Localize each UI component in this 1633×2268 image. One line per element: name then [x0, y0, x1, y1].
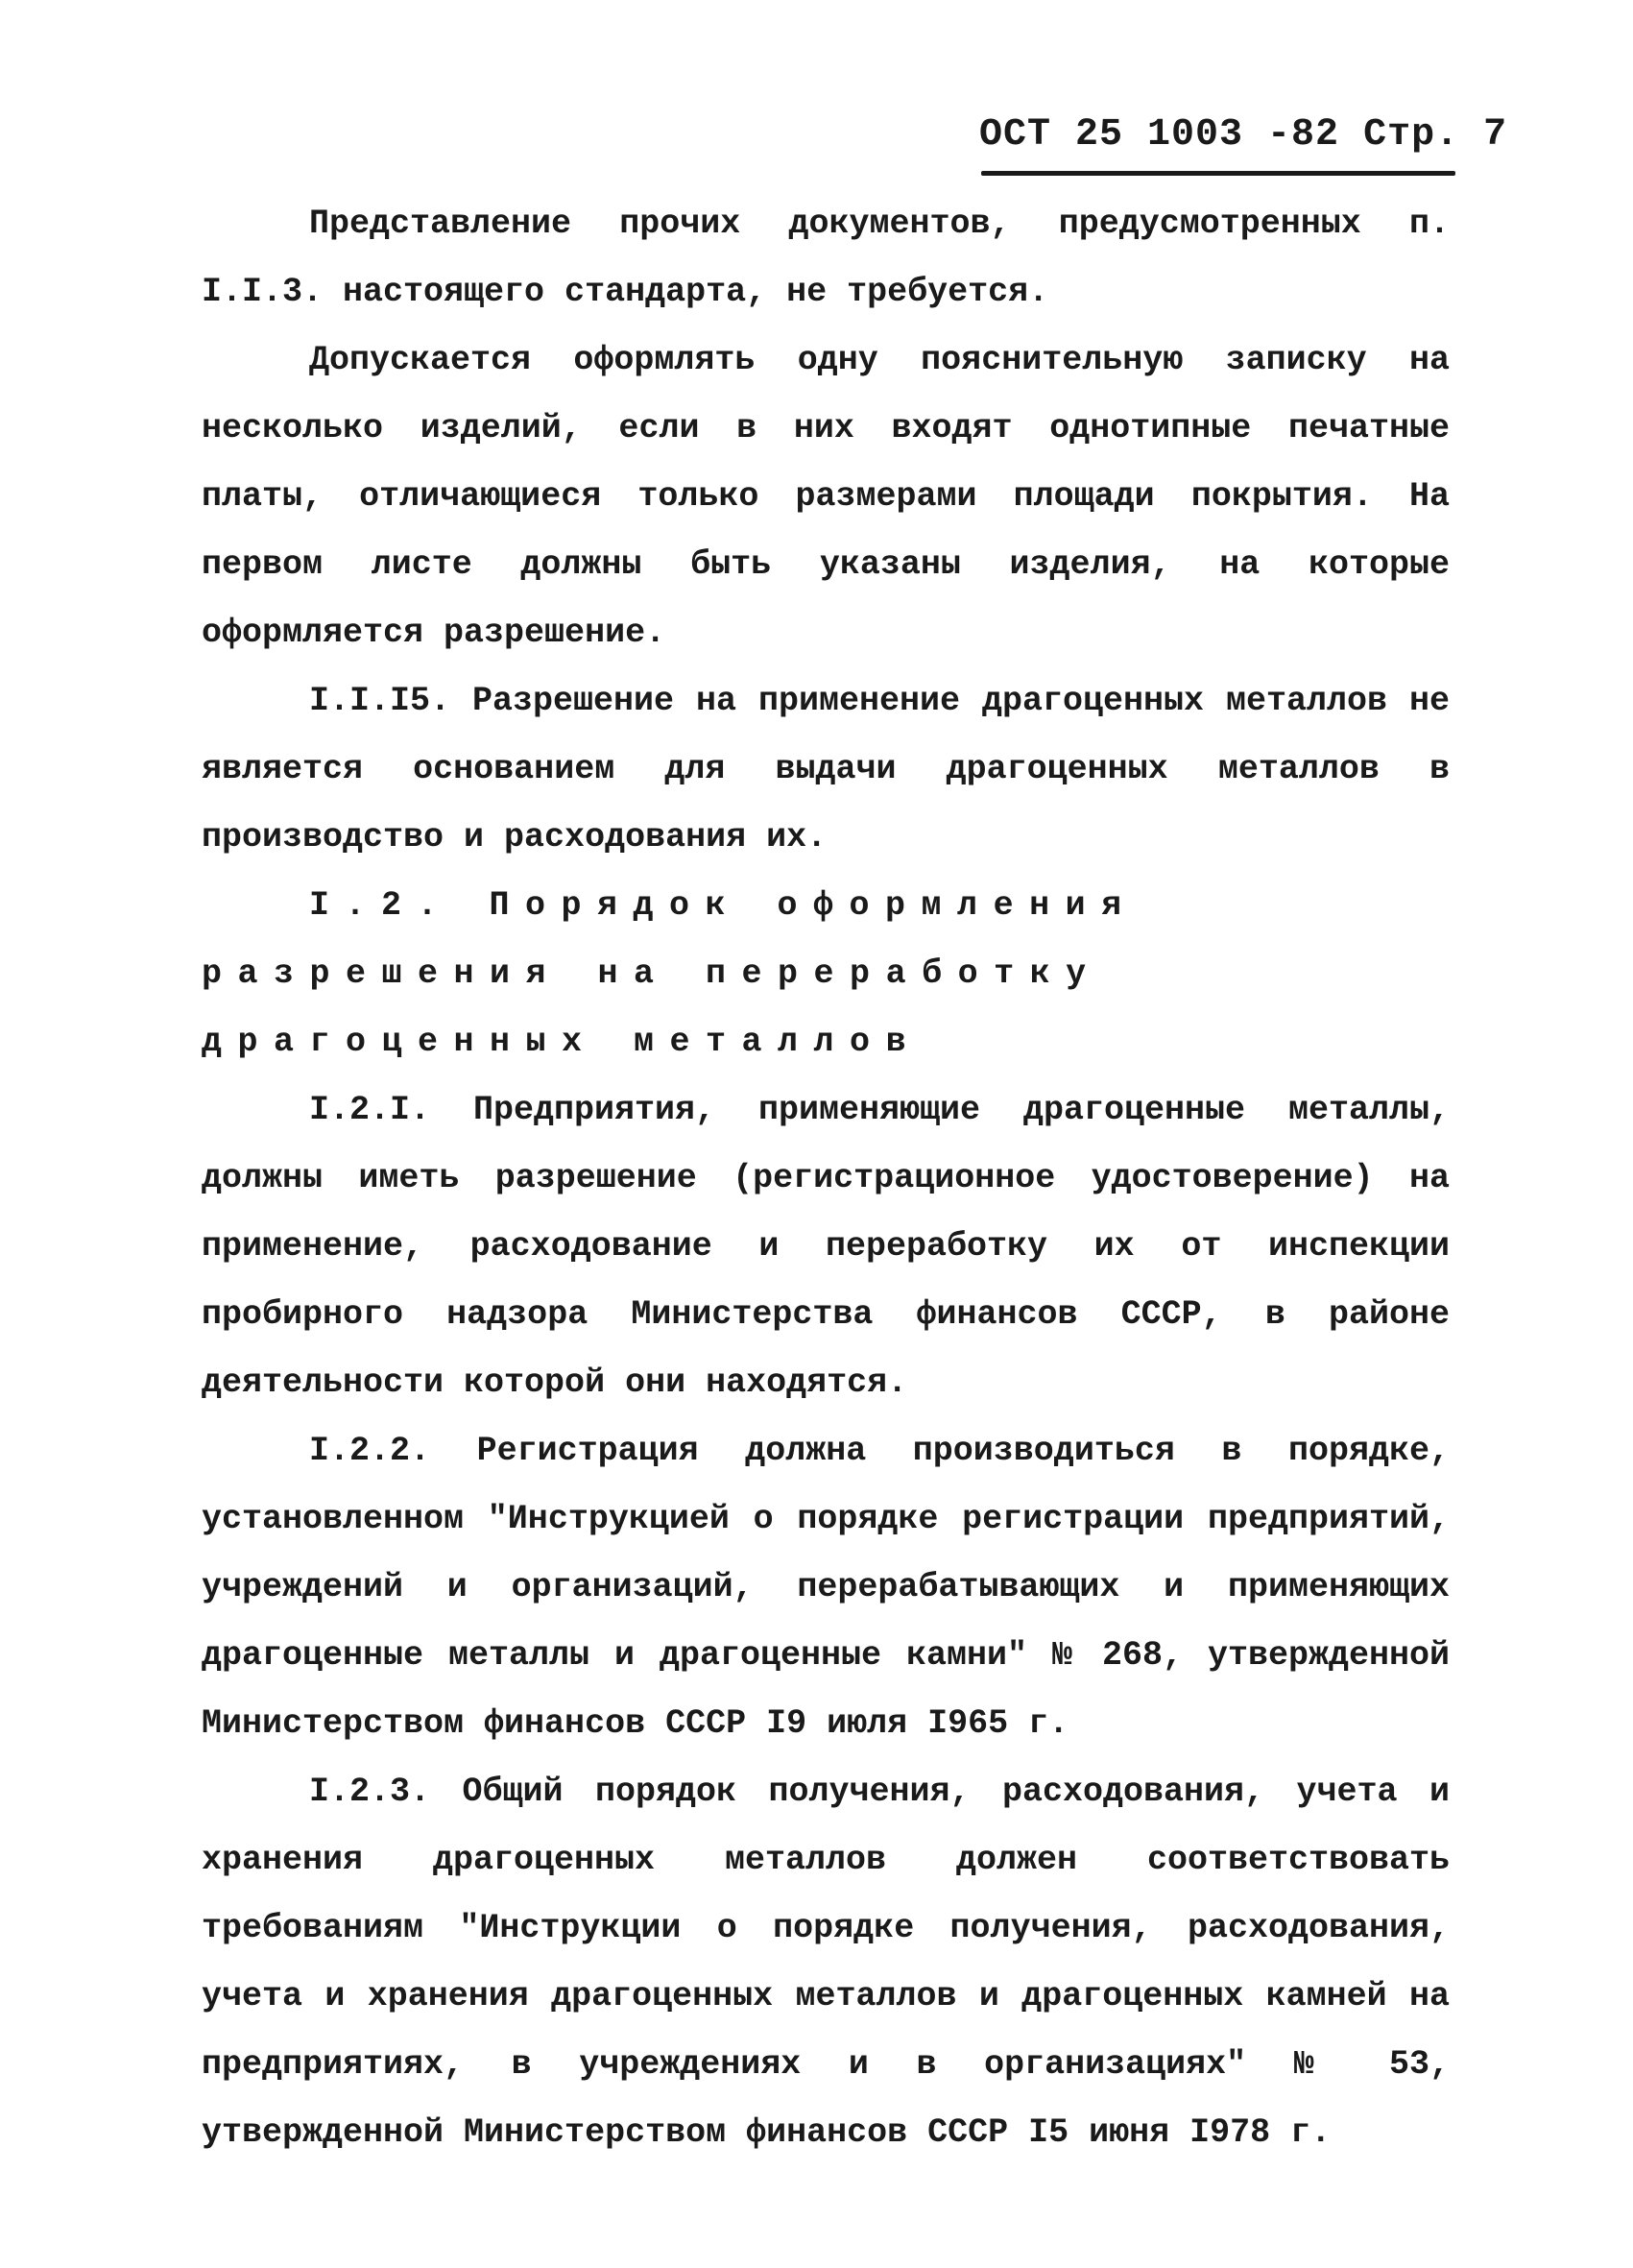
document-designation: ОСТ 25 1003 -82 Стр. 7 — [979, 113, 1508, 157]
header-underline — [981, 171, 1455, 176]
clause-1-1-15: I.I.I5. Разрешение на применение драгоценных металлов не является основанием для выдачи драгоценных металлов в производство и расходования их. — [202, 682, 1450, 857]
paragraph-other-documents: Представление прочих документов, предусмотренных п. I.I.3. настоящего стандарта, не требуется. — [202, 205, 1450, 311]
clause-1-2-2: I.2.2. Регистрация должна производиться в порядке, установленном "Инструкцией о порядке регистрации предприятий, учреждений и организаций, перерабатывающих и применяющих драгоценные металлы и драгоценные камни" № 268, утвержденной Министерством финансов СССР I9 июля I965 г. — [202, 1432, 1450, 1743]
clause-1-2-3: I.2.3. Общий порядок получения, расходования, учета и хранения драгоценных металлов должен соответствовать требованиям "Инструкции о порядке получения, расходования, учета и хранения драгоценных металлов и драгоценных камней на предприятиях, в учреждениях и в организациях" № 53, утвержденной Министерством финансов СССР I5 июня I978 г. — [202, 1773, 1450, 2152]
document-body — [202, 190, 1450, 2167]
paragraph-explanatory-note: Допускается оформлять одну пояснительную записку на несколько изделий, если в них входят однотипные печатные платы, отличающиеся только размерами площади покрытия. На первом листе должны быть указаны изделия, на которые оформляется разрешение. — [202, 341, 1450, 652]
section-heading-1-2: I.2. Порядок оформления разрешения на переработку драгоценных металлов — [202, 886, 1138, 1061]
clause-1-2-1: I.2.I. Предприятия, применяющие драгоценные металлы, должны иметь разрешение (регистрационное удостоверение) на применение, расходование и переработку их от инспекции пробирного надзора Министерства финансов СССР, в районе деятельности которой они находятся. — [202, 1091, 1450, 1402]
